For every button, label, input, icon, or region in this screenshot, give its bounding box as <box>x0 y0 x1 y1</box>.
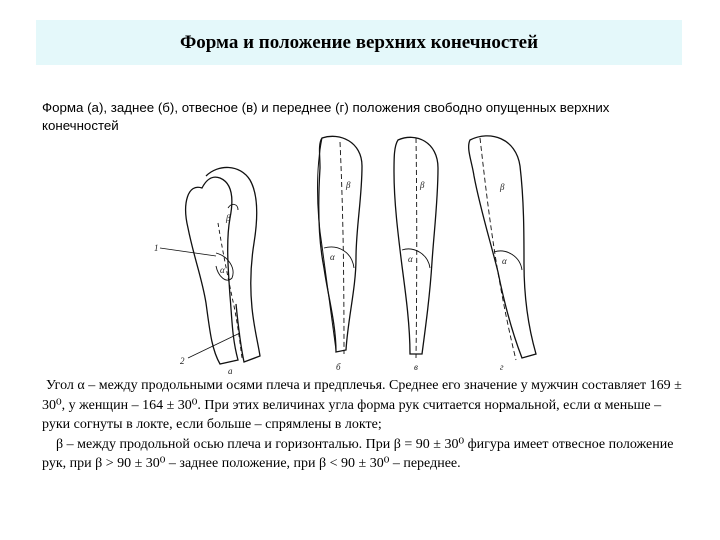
label-a: а <box>228 366 233 376</box>
alpha-label-a: α <box>220 265 225 275</box>
figure-caption: Форма (а), заднее (б), отвесное (в) и переднее (г) положения свободно опущенных верхних конечностей <box>42 100 610 133</box>
alpha-label-v: α <box>408 254 413 264</box>
beta-label-a: β <box>226 213 231 223</box>
arm-shape-g <box>469 136 536 372</box>
alpha-paragraph: Угол α – между продольными осями плеча и предплечья. Среднее его значение у мужчин составляет 169 ± 30⁰, у женщин – 164 ± 30⁰. При этих величинах угла форма рук считается нормальной, если α меньше – руки согнуты в локте, если больше – спрямлены в локте; <box>42 378 682 432</box>
explanation-text <box>42 376 692 474</box>
arm-shape-v <box>394 137 438 372</box>
beta-paragraph: β – между продольной осью плеча и горизонталью. При β = 90 ± 30⁰ фигура имеет отвесное положение рук, при β > 90 ± 30⁰ – заднее положение, при β < 90 ± 30⁰ – переднее. <box>42 436 674 471</box>
arm-figure <box>140 128 580 378</box>
beta-label-g: β <box>500 182 505 192</box>
label-b: б <box>336 362 341 372</box>
alpha-label-g: α <box>502 256 507 266</box>
title-banner <box>36 20 682 65</box>
arm-shape-a <box>154 167 260 376</box>
arm-shape-b <box>318 136 363 372</box>
label-v: в <box>414 362 418 372</box>
beta-label-b: β <box>346 180 351 190</box>
callout-1-label: 1 <box>154 243 159 253</box>
beta-label-v: β <box>420 180 425 190</box>
label-g: г <box>500 362 504 372</box>
callout-2-label: 2 <box>180 356 185 366</box>
page-title: Форма и положение верхних конечностей <box>179 31 539 53</box>
arm-diagram <box>140 128 580 378</box>
alpha-label-b: α <box>330 252 335 262</box>
